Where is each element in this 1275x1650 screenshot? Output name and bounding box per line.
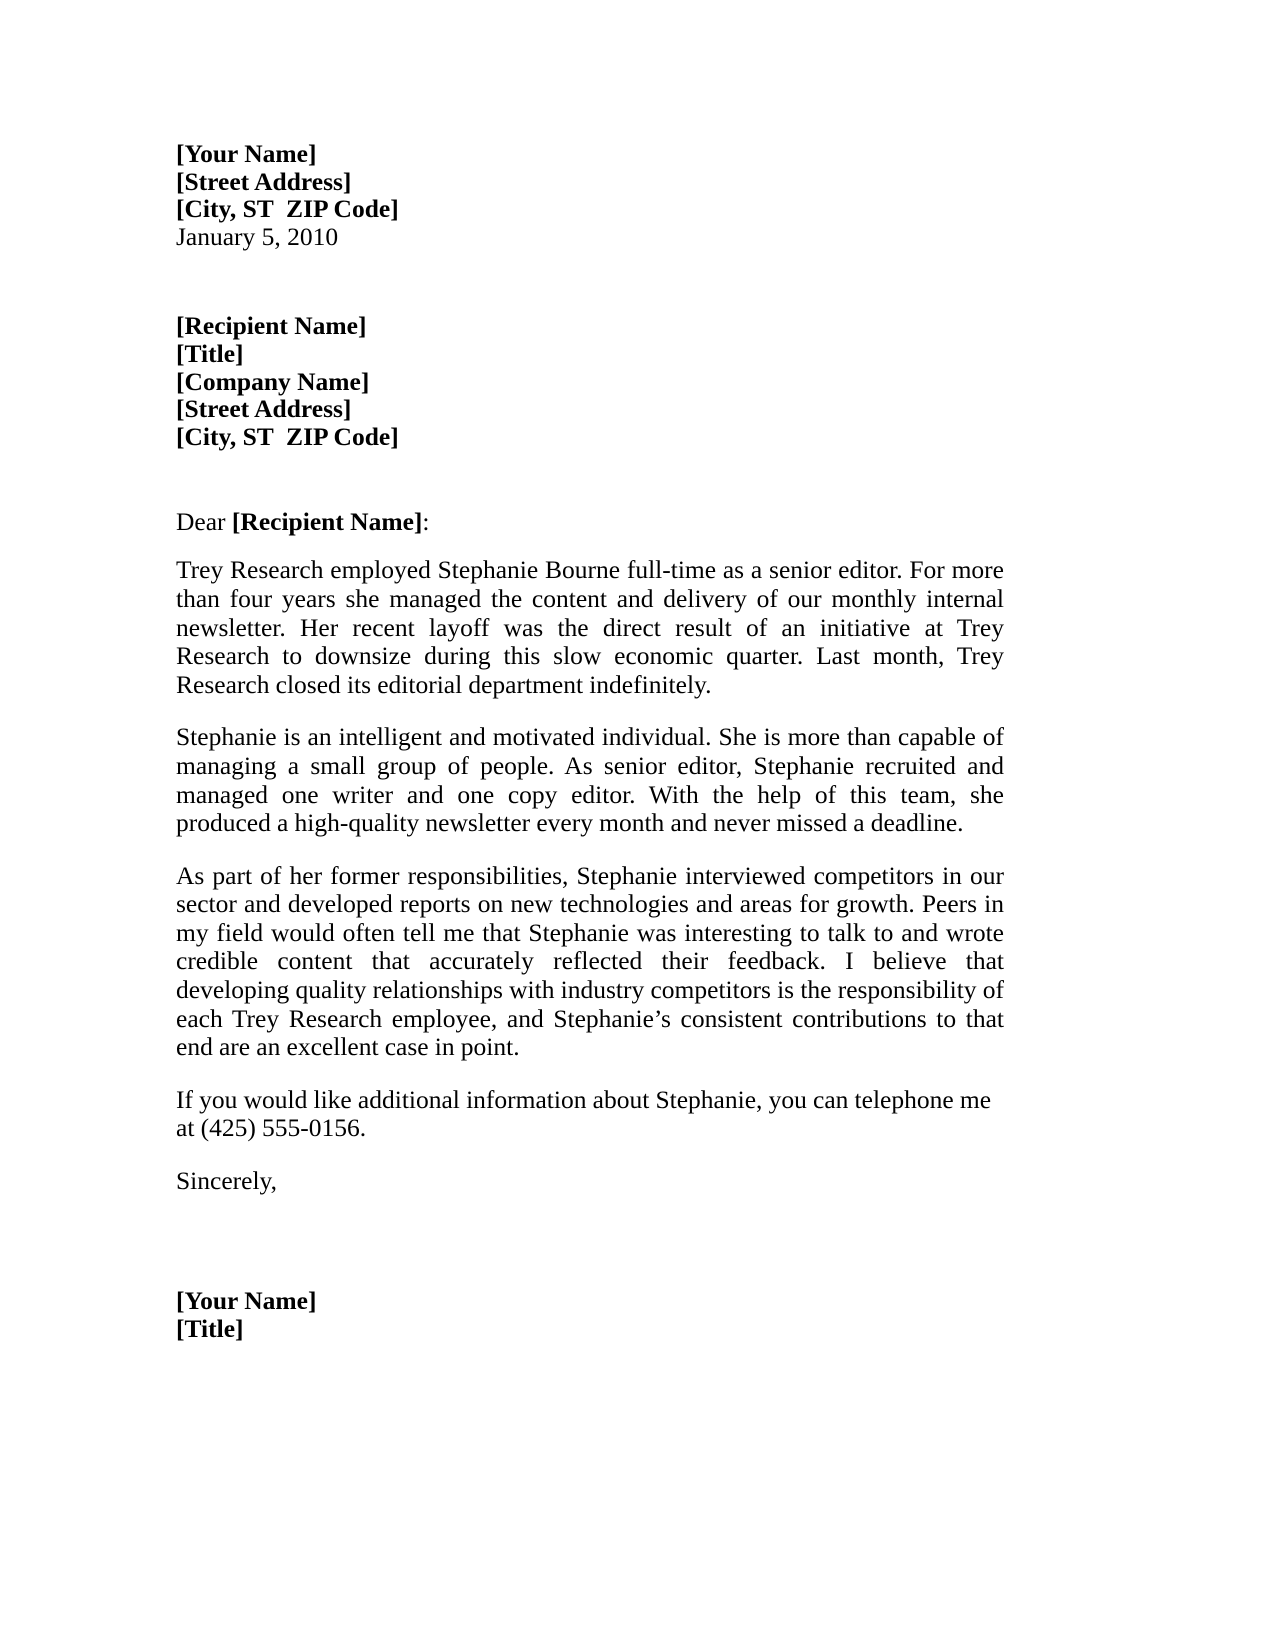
spacer-after-salutation: [176, 536, 1004, 556]
recipient-address-block: [176, 312, 1004, 450]
closing-valediction: Sincerely,: [176, 1166, 278, 1196]
recipient-company-line: [Company Name]: [176, 366, 370, 396]
recipient-name-line: [Recipient Name]: [176, 311, 367, 341]
salutation-placeholder: [Recipient Name]: [231, 507, 423, 537]
signature-block: [176, 1287, 1004, 1342]
sender-city-line: [City, ST ZIP Code]: [176, 194, 399, 224]
salutation-greeting: Dear: [176, 507, 232, 537]
salutation: [176, 508, 1004, 536]
recipient-street-line: [Street Address]: [176, 394, 352, 424]
signature-name-line: [Your Name]: [176, 1286, 317, 1316]
signature-title-line: [Title]: [176, 1313, 244, 1343]
body-paragraph-1: Trey Research employed Stephanie Bourne full-time as a senior editor. For more than four years she managed the content and delivery of our monthly internal newsletter. Her recent layoff was the direct result of an initiative at Trey Research to downsize during this slow economic quarter. Last month, Trey Research closed its editorial department indefinitely.: [176, 555, 1004, 699]
recipient-title-line: [Title]: [176, 338, 244, 368]
signature-space: [176, 1195, 1004, 1287]
body-paragraph-2: Stephanie is an intelligent and motivated individual. She is more than capable of managing a small group of people. As senior editor, Stephanie recruited and managed one writer and one copy editor. With the help of this team, she produced a high-quality newsletter every month and never missed a deadline.: [176, 722, 1004, 838]
recipient-city-line: [City, ST ZIP Code]: [176, 421, 399, 451]
sender-name-line: [Your Name]: [176, 139, 317, 168]
spacer-after-recipient: [176, 450, 1004, 508]
letter-date: January 5, 2010: [176, 221, 339, 251]
sender-address-block: [176, 140, 1004, 250]
spacer-after-sender: [176, 250, 1004, 312]
letter-body: [176, 140, 1004, 1342]
body-paragraph-3: As part of her former responsibilities, Stephanie interviewed competitors in our sector and developed reports on new technologies and areas for growth. Peers in my field would often tell me that Stephanie was interesting to talk to and wrote credible content that accurately reflected their feedback. I believe that developing quality relationships with industry competitors is the responsibility of each Trey Research employee, and Stephanie’s consistent contributions to that end are an excellent case in point.: [176, 860, 1004, 1062]
sender-street-line: [Street Address]: [176, 166, 352, 196]
body-paragraph-4: If you would like additional information about Stephanie, you can telephone me at (425) 555-0156.: [176, 1084, 992, 1143]
salutation-punctuation: :: [422, 507, 430, 537]
